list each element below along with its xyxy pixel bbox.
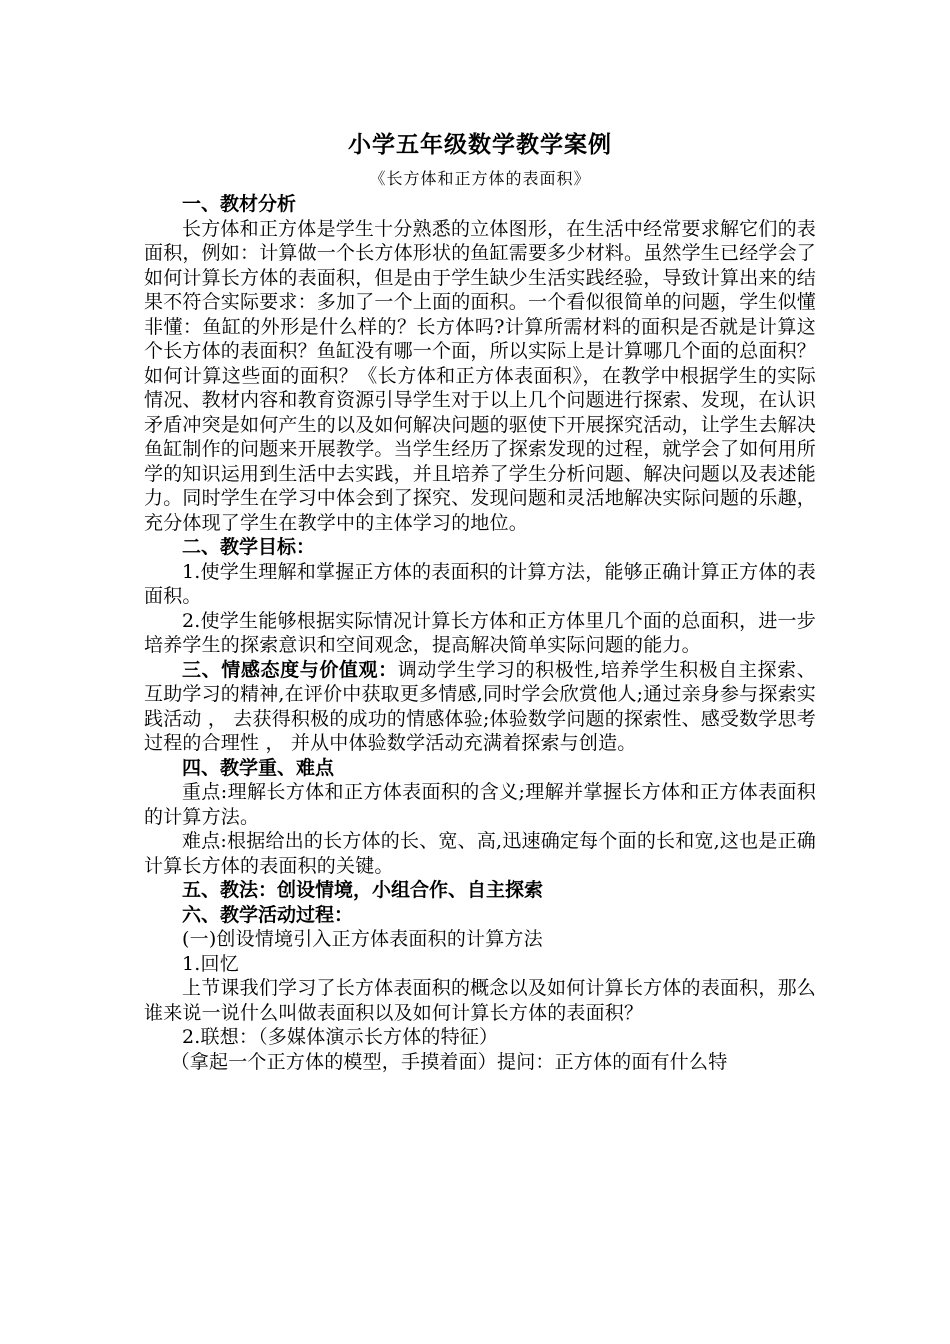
section-3-heading: 三、情感态度与价值观： [182,658,398,681]
section-6-recall-text: 上节课我们学习了长方体表面积的概念以及如何计算长方体的表面积，那么谁来说一说什么叫做表面积以及如何计算长方体的表面积？ [144,977,816,1024]
section-4-difficult-point: 难点:根据给出的长方体的长、宽、高,迅速确定每个面的长和宽,这也是正确计算长方体的表面积的关键。 [144,830,816,877]
section-5-heading: 五、教法：创设情境，小组合作、自主探索 [182,879,544,901]
section-2-item-1: 1.使学生理解和掌握正方体的表面积的计算方法，能够正确计算正方体的表面积。 [144,560,816,607]
section-6-recall-label: 1.回忆 [182,952,239,975]
section-3-paragraph [144,658,816,756]
section-6-question: （拿起一个正方体的模型，手摸着面）提问：正方体的面有什么特 [170,1050,728,1073]
section-1-paragraph: 长方体和正方体是学生十分熟悉的立体图形，在生活中经常要求解它们的表面积，例如：计算做一个长方体形状的鱼缸需要多少材料。虽然学生已经学会了如何计算长方体的表面积，但是由于学生缺少生活实践经验，导致计算出来的结果不符合实际要求：多加了一个上面的面积。一个看似很简单的问题，学生似懂非懂：鱼缸的外形是什么样的？长方体吗?计算所需材料的面积是否就是计算这个长方体的表面积？鱼缸没有哪一个面，所以实际上是计算哪几个面的总面积？如何计算这些面的面积？《长方体和正方体表面积》，在教学中根据学生的实际情况、教材内容和教育资源引导学生对于以上几个问题进行探索、发现，在认识矛盾冲突是如何产生的以及如何解决问题的驱使下开展探究活动，让学生去解决鱼缸制作的问题来开展教学。当学生经历了探索发现的过程，就学会了如何用所学的知识运用到生活中去实践，并且培养了学生分析问题、解决问题以及表述能力。同时学生在学习中体会到了探究、发现问题和灵活地解决实际问题的乐趣，充分体现了学生在教学中的主体学习的地位。 [144,217,817,534]
section-1-heading: 一、教材分析 [182,193,297,215]
document-title: 小学五年级数学教学案例 [348,131,612,158]
document-page [144,128,816,1074]
section-6-heading: 六、教学活动过程： [182,903,354,926]
section-4-heading: 四、教学重、难点 [182,756,335,779]
section-3-text: 调动学生学习的积极性,培养学生积极自主探索、互助学习的精神,在评价中获取更多情感,同时学会欣赏他人;通过亲身参与探索实践活动 ， 去获得积极的成功的情感体验;体验数学问题的探索性、感受数学思考过程的合理性 ， 并从中体验数学活动充满着探索与创造。 [144,658,816,754]
section-4-key-point: 重点:理解长方体和正方体表面积的含义;理解并掌握长方体和正方体表面积的计算方法。 [144,781,816,828]
document-subtitle: 《长方体和正方体的表面积》 [369,169,591,188]
section-2-heading: 二、教学目标： [182,536,316,558]
section-6-subheading-1: (一)创设情境引入正方体表面积的计算方法 [182,928,543,950]
section-6-association: 2.联想：（多媒体演示长方体的特征） [182,1026,499,1048]
section-2-item-2: 2.使学生能够根据实际情况计算长方体和正方体里几个面的总面积，进一步培养学生的探索意识和空间观念，提高解决简单实际问题的能力。 [144,609,816,656]
